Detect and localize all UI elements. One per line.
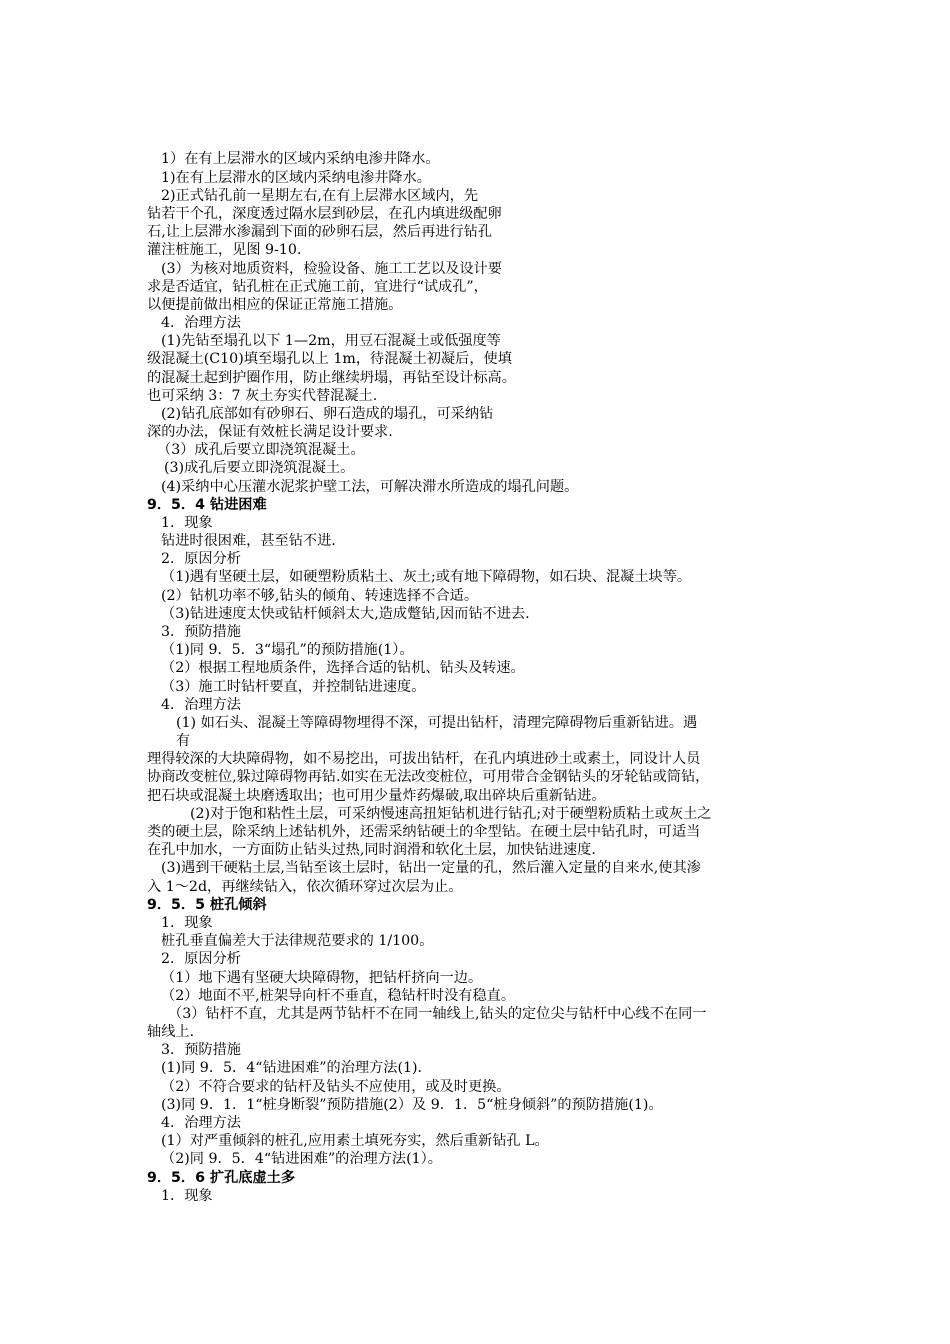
text-line: 钻进时很困难，甚至钻不进.	[161, 533, 336, 549]
text-line: 以便提前做出相应的保证正常施工措施。	[147, 297, 403, 313]
text-line: 石,让上层滞水渗漏到下面的砂卵石层，然后再进行钻孔	[147, 224, 493, 240]
text-line: （3)钻进速度太快或钻杆倾斜太大,造成蹩钻,因而钻不进去.	[161, 606, 530, 622]
text-line: (2)对于饱和粘性土层，可采纳慢速高扭矩钻机进行钻孔;对于硬塑粉质粘土或灰土之	[190, 806, 712, 822]
subsection-heading: 1．现象	[161, 515, 213, 531]
text-line: 类的硬土层，除采纳上述钻机外，还需采纳钻硬土的伞型钻。在硬土层中钻孔时，可适当	[147, 824, 701, 840]
section-heading: 9．5．6 扩孔底虚土多	[147, 1170, 296, 1186]
text-line: 理得较深的大块障碍物，如不易挖出，可拔出钻杆，在孔内填进砂土或素土，同设计人员	[147, 751, 701, 767]
text-line: （3）施工时钻杆要直，并控制钻进速度。	[161, 679, 426, 695]
text-line: (3)成孔后要立即浇筑混凝土。	[164, 460, 355, 476]
subsection-heading: 1．现象	[161, 1188, 213, 1204]
text-line: 1)在有上层滞水的区域内采纳电渗井降水。	[161, 170, 431, 186]
text-line: 级混凝土(C10)填至塌孔以上 1m，待混凝土初凝后，使填	[147, 351, 512, 367]
text-line: (3)同 9．1．1“桩身断裂”预防措施(2）及 9．1．5“桩身倾斜”的预防措施(1)。	[161, 1097, 663, 1113]
text-line: 把石块或混凝土块磨透取出；也可用少量炸药爆破,取出碎块后重新钻进。	[147, 788, 606, 804]
text-line: (3）为核对地质资料，检验设备、施工工艺以及设计要	[161, 261, 502, 277]
text-line: （1)遇有坚硬土层，如硬塑粉质粘土、灰土;或有地下障碍物，如石块、混凝土块等。	[161, 569, 692, 585]
text-line: （3）钻杆不直，尤其是两节钻杆不在同一轴线上,钻头的定位尖与钻杆中心线不在同一	[168, 1006, 707, 1022]
text-line: （2)同 9．5．4“钻进困难”的治理方法(1）。	[161, 1151, 442, 1167]
text-line: （1)同 9．5．3“塌孔”的预防措施(1）。	[161, 642, 414, 658]
text-line: 的混凝土起到护圈作用，防止继续坍塌，再钻至设计标高。	[147, 370, 516, 386]
subsection-heading: 3．预防措施	[161, 1042, 241, 1058]
subsection-heading: 2．原因分析	[161, 951, 241, 967]
subsection-heading: 2．原因分析	[161, 551, 241, 567]
text-line: (2）钻机功率不够,钻头的倾角、转速选择不合适。	[161, 588, 479, 604]
section-heading: 9．5．4 钻进困难	[147, 497, 267, 513]
text-line: 在孔中加水，一方面防止钻头过热,同时润滑和软化土层，加快钻进速度.	[147, 842, 596, 858]
text-line: 求是否适宜，钻孔桩在正式施工前，宜进行“试成孔”，	[147, 279, 488, 295]
text-line: (3)遇到干硬粘土层,当钻至该土层时，钻出一定量的孔，然后灌入定量的自来水,使其渗	[161, 860, 701, 876]
subsection-heading: 3．预防措施	[161, 624, 241, 640]
text-line: （2）不符合要求的钻杆及钻头不应使用，或及时更换。	[161, 1079, 511, 1095]
text-line: 也可采纳 3：7 灰土夯实代替混凝土.	[147, 388, 378, 404]
text-line: 入 1～2d，再继续钻入，依次循环穿过次层为止。	[147, 879, 463, 895]
text-line: 1）在有上层滞水的区域内采纳电渗井降水。	[161, 151, 440, 167]
text-line: 深的办法，保证有效桩长满足设计要求.	[147, 424, 393, 440]
text-line: 协商改变桩位,躲过障碍物再钻.如实在无法改变桩位，可用带合金钢钻头的牙轮钻或筒钻，	[147, 769, 710, 785]
text-line: 有	[176, 733, 191, 749]
text-line: (2)钻孔底部如有砂卵石、卵石造成的塌孔，可采纳钻	[161, 406, 494, 422]
text-line: 桩孔垂直偏差大于法律规范要求的 1/100。	[161, 933, 434, 949]
text-line: 钻若干个孔，深度透过隔水层到砂层，在孔内填进级配卵	[147, 206, 502, 222]
text-line: (1)同 9．5．4“钻进困难”的治理方法(1).	[161, 1060, 423, 1076]
text-line: (1)先钻至塌孔以下 1—2m，用豆石混凝土或低强度等	[161, 333, 501, 349]
text-line: （2）根据工程地质条件，选择合适的钻机、钻头及转速。	[161, 660, 525, 676]
text-line: 2)正式钻孔前一星期左右,在有上层滞水区域内，先	[161, 188, 479, 204]
text-line: （1）地下遇有坚硬大块障碍物，把钻杆挤向一边。	[161, 970, 483, 986]
text-line: 灌注桩施工，见图 9-10.	[147, 242, 302, 258]
text-line: 轴线上.	[147, 1024, 195, 1040]
text-line: （2）地面不平,桩架导向杆不垂直，稳钻杆时没有稳直。	[161, 988, 516, 1004]
subsection-heading: 4．治理方法	[161, 697, 241, 713]
text-line: (4)采纳中心压灌水泥浆护壁工法，可解决滞水所造成的塌孔问题。	[161, 479, 579, 495]
subsection-heading: 4．治理方法	[161, 315, 241, 331]
text-line: (1）对严重倾斜的桩孔,应用素土填死夯实，然后重新钻孔 L。	[161, 1133, 549, 1149]
text-line: （3）成孔后要立即浇筑混凝土。	[157, 442, 365, 458]
subsection-heading: 4．治理方法	[161, 1115, 241, 1131]
text-line: (1) 如石头、混凝土等障碍物埋得不深，可提出钻杆，清理完障碍物后重新钻进。遇	[176, 715, 698, 731]
section-heading: 9．5．5 桩孔倾斜	[147, 897, 267, 913]
subsection-heading: 1．现象	[161, 915, 213, 931]
